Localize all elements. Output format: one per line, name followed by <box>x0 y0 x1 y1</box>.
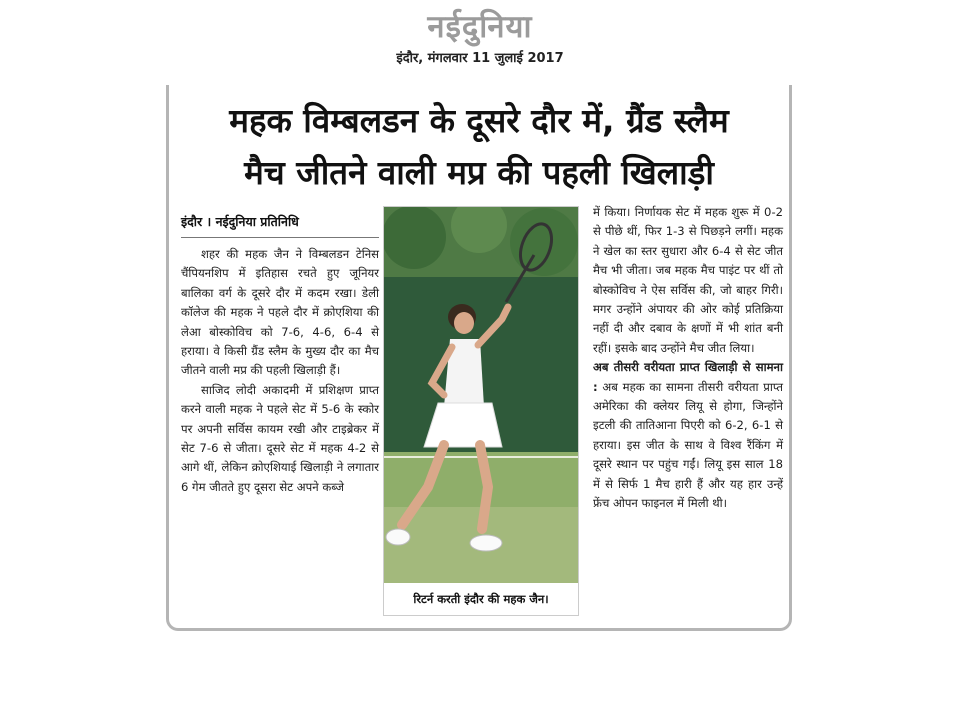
news-clipping <box>166 85 792 631</box>
article-paragraph: शहर की महक जैन ने विम्बलडन टेनिस चैंपियनशिप में इतिहास रचते हुए जूनियर बालिका वर्ग के दूसरे दौर में कदम रखा। डेली कॉलेज की महक ने पहले दौर में क्रोएशिया की लेआ बोस्कोविच को 7-6, 4-6, 6-4 से हराया। वे किसी ग्रैंड स्लैम के मुख्य दौर का मैच जीतने वाली मप्र की पहली खिलाड़ी हैं। <box>181 247 379 378</box>
article-paragraph: साजिद लोदी अकादमी में प्रशिक्षण प्राप्त करने वाली महक ने पहले सेट में 5-6 के स्कोर पर अपनी सर्विस कायम रखी और टाइब्रेकर में सेट 7-6 से जीता। दूसरे सेट में महक 4-2 से आगे थीं, लेकिन क्रोएशियाई खिलाड़ी ने लगातार 6 गेम जीतते हुए दूसरा सेट अपने कब्जे <box>181 382 379 494</box>
article-photo <box>383 206 579 616</box>
dateline: इंदौर, मंगलवार 11 जुलाई 2017 <box>396 51 564 66</box>
masthead <box>0 8 960 68</box>
headline-line-2: मैच जीतने वाली मप्र की पहली खिलाड़ी <box>244 153 714 192</box>
photo-caption: रिटर्न करती इंदौर की महक जैन। <box>384 583 578 615</box>
newspaper-logo: नईदुनिया <box>427 9 533 45</box>
article-paragraph-text: अब महक का सामना तीसरी वरीयता प्राप्त अमेरिका की क्लेयर लियू से होगा, जिन्होंने इटली की तातिआना पिएरी को 6-2, 6-1 से हराया। इस जीत के साथ वे विश्व रैंकिंग में दूसरे स्थान पर पहुंच गईं। लियू इस साल 18 में से सिर्फ 1 मैच हारी हैं और यह हार उन्हें फ्रेंच ओपन फाइनल में मिली थी। <box>593 379 784 511</box>
byline-divider <box>181 237 379 238</box>
byline: इंदौर । नईदुनिया प्रतिनिधि <box>181 214 299 229</box>
article-paragraph: में किया। निर्णायक सेट में महक शुरू में 0-2 से पीछे थीं, फिर 1-3 से पिछड़ने लगीं। महक ने खेल का स्तर सुधारा और 6-4 से सेट जीत मैच भी जीता। जब महक मैच पाइंट पर थीं तो बोस्कोविच ने ऐस सर्विस की, जो बाहर गिरी। मगर उन्होंने अंपायर की ओर कोई प्रतिक्रिया नहीं दी और दबाव के क्षणों में भी शांत बनी रहीं। इसके बाद उन्होंने मैच जीत लिया। <box>593 205 783 355</box>
article-paragraph <box>593 358 783 513</box>
headline-line-1: महक विम्बलडन के दूसरे दौर में, ग्रैंड स्लैम <box>229 101 729 140</box>
tennis-player-photo <box>384 207 579 616</box>
headline <box>169 95 789 199</box>
article-subhead: अब तीसरी वरीयता प्राप्त खिलाड़ी से सामना : <box>593 360 783 394</box>
article-column-left <box>181 245 379 497</box>
article-column-right <box>593 203 783 514</box>
